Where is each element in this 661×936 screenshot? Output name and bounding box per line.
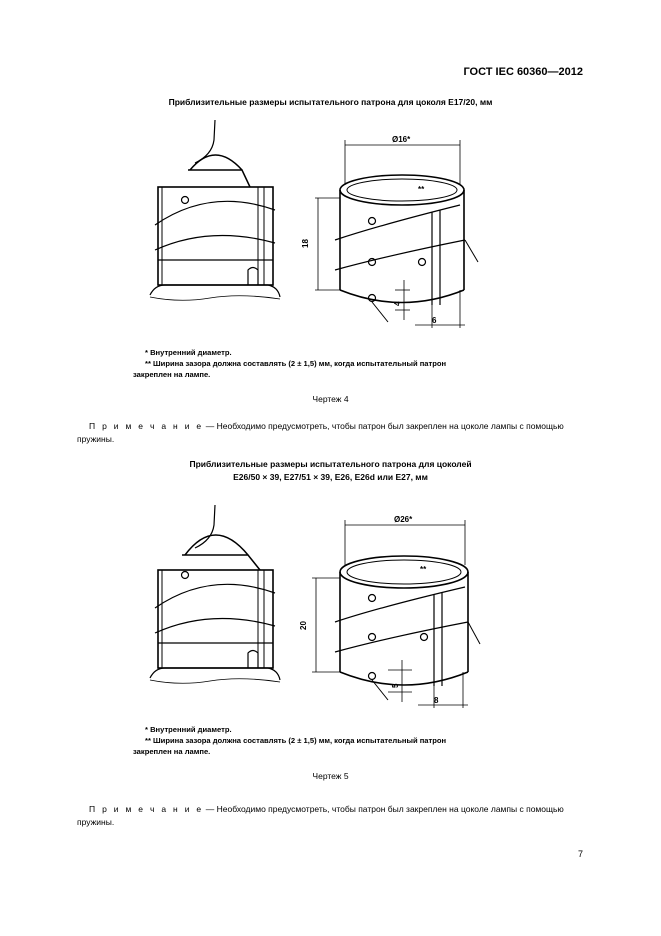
figure5-title-line1: Приблизительные размеры испытательного патрона для цоколей — [189, 459, 472, 469]
figure5-right-drawing — [300, 510, 500, 710]
note-a-text: — Необходимо предусмотреть, чтобы патрон был закреплен на цоколе лампы с помощью — [203, 421, 564, 431]
figure4-title: Приблизительные размеры испытательного патрона для цоколя E17/20, мм — [168, 97, 493, 107]
figure5-dim-gap: ** — [420, 565, 427, 574]
figure5-title-line2: E26/50 × 39, E27/51 × 39, E26, E26d или E27, мм — [233, 472, 428, 482]
note-a — [77, 420, 587, 446]
note-b-text: — Необходимо предусмотреть, чтобы патрон был закреплен на цоколе лампы с помощью — [203, 804, 564, 814]
figure5-note2: ** Ширина зазора должна составлять (2 ± 1,5) мм, когда испытательный патрон — [145, 736, 447, 745]
figure5-note3: закреплен на лампе. — [133, 747, 211, 756]
figure5-dim-height: 20 — [299, 621, 308, 630]
note-b-label: П р и м е ч а н и е — [89, 804, 204, 814]
figure4-dim-gap: ** — [418, 185, 425, 194]
figure5-caption: Чертеж 5 — [312, 771, 349, 781]
note-a-label: П р и м е ч а н и е — [89, 421, 204, 431]
figure5-note1: * Внутренний диаметр. — [145, 725, 232, 734]
figure4-dim-bottom: 4 — [393, 301, 402, 306]
figure4-right-drawing — [300, 130, 500, 330]
figure4-note3: закреплен на лампе. — [133, 370, 211, 379]
figure5-dim-bottom: 5 — [391, 683, 400, 688]
figure4-left-drawing — [140, 115, 300, 310]
figure4-dim-height: 18 — [301, 239, 310, 248]
standard-code: ГОСТ IEC 60360—2012 — [463, 66, 583, 78]
figure4-note1: * Внутренний диаметр. — [145, 348, 232, 357]
note-b-text2: пружины. — [77, 817, 115, 827]
figure4-note2: ** Ширина зазора должна составлять (2 ± 1,5) мм, когда испытательный патрон — [145, 359, 447, 368]
figure5-dim-width: 8 — [434, 696, 439, 705]
figure4-dim-width: 6 — [432, 316, 437, 325]
figure4-dim-diameter: Ø16* — [392, 135, 411, 144]
page-number: 7 — [577, 849, 583, 859]
note-b — [77, 803, 587, 829]
figure5-dim-diameter: Ø26* — [394, 515, 413, 524]
note-a-text2: пружины. — [77, 434, 115, 444]
figure4-caption: Чертеж 4 — [312, 394, 349, 404]
figure5-left-drawing — [140, 500, 300, 695]
